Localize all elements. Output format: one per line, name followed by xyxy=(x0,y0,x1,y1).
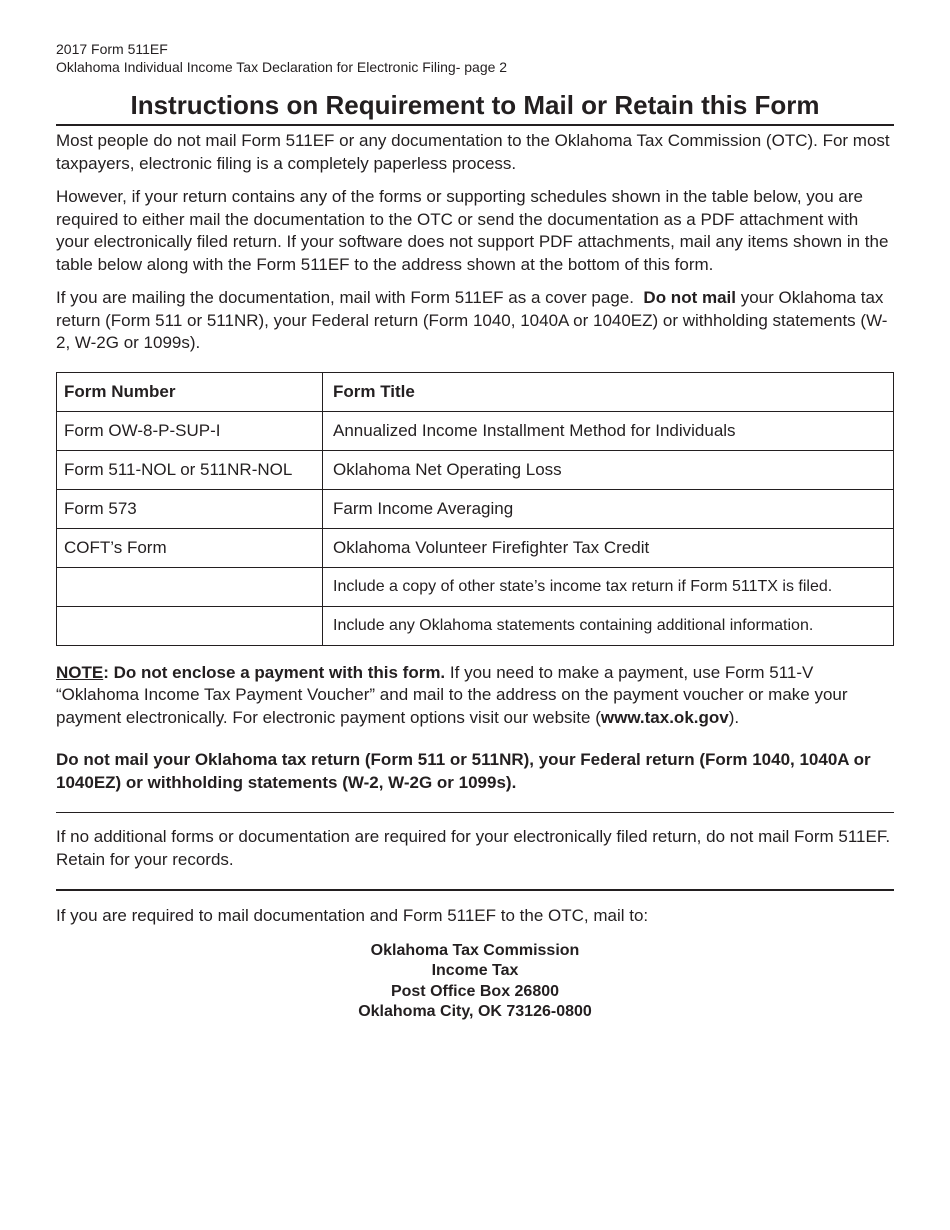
form-title-cell: Include a copy of other state’s income tax return if Form 511TX is filed. xyxy=(323,567,894,606)
table-row xyxy=(57,567,894,606)
form-subtitle: Oklahoma Individual Income Tax Declaration for Electronic Filing- page 2 xyxy=(56,59,508,75)
table-row xyxy=(57,528,894,567)
forms-table xyxy=(56,372,894,646)
cover-page-text: If you are mailing the documentation, mail with Form 511EF as a cover page. xyxy=(56,288,634,307)
address-line: Income Tax xyxy=(431,962,519,979)
do-not-mail-warning: Do not mail your Oklahoma tax return (Form 511 or 511NR), your Federal return (Form 1040, 1040A or 1040EZ) or withholding statements (W-2, W-2G or 1099s). xyxy=(56,750,871,792)
table-row xyxy=(57,606,894,645)
form-number-cell: Form 573 xyxy=(57,489,323,528)
note-text: If you need to make a payment, use Form 511-V “Oklahoma Income Tax Payment Voucher” and mail to the address on the payment voucher or make your payment electronically. For electronic payment options visit our website ( xyxy=(56,662,848,727)
mailing-address xyxy=(56,941,894,1023)
divider-thick xyxy=(56,889,894,891)
form-title-cell: Farm Income Averaging xyxy=(323,489,894,528)
address-line: Oklahoma City, OK 73126-0800 xyxy=(358,1003,592,1020)
address-line: Post Office Box 26800 xyxy=(390,982,560,1000)
form-number-cell xyxy=(57,606,323,645)
website-link[interactable]: www.tax.ok.gov xyxy=(600,707,729,727)
form-title-cell: Include any Oklahoma statements containing additional information. xyxy=(323,606,894,645)
form-number-cell: COFT’s Form xyxy=(57,528,323,567)
form-id: 2017 Form 511EF xyxy=(56,41,168,57)
instructions-body xyxy=(56,130,894,1023)
note-bold-text: : Do not enclose a payment with this form. xyxy=(103,662,446,682)
paragraph-cover-page xyxy=(56,287,894,355)
table-row xyxy=(57,450,894,489)
form-number-cell xyxy=(57,567,323,606)
table-header-row xyxy=(57,372,894,411)
page-title: Instructions on Requirement to Mail or Retain this Form xyxy=(56,88,894,126)
note-close: ). xyxy=(728,707,740,727)
form-title-cell: Oklahoma Volunteer Firefighter Tax Credit xyxy=(323,528,894,567)
table-row xyxy=(57,411,894,450)
form-number-cell: Form 511-NOL or 511NR-NOL xyxy=(57,450,323,489)
header-form-number: Form Number xyxy=(57,372,323,411)
mail-to-instructions: If you are required to mail documentation and Form 511EF to the OTC, mail to: xyxy=(56,906,649,925)
form-title-cell: Oklahoma Net Operating Loss xyxy=(323,450,894,489)
retain-instructions: If no additional forms or documentation are required for your electronically filed return, do not mail Form 511EF. Retain for your records. xyxy=(56,827,891,869)
cover-page-text-rest: your Oklahoma tax return (Form 511 or 511NR), your Federal return (Form 1040, 1040A or 1040EZ) or withholding statements (W-2, W-2G or 1099s). xyxy=(56,288,888,352)
do-not-mail-emphasis: Do not mail xyxy=(643,288,736,307)
divider xyxy=(56,812,894,813)
paragraph-requirements: However, if your return contains any of the forms or supporting schedules shown in the table below, you are required to either mail the documentation to the OTC or send the documentation as a PDF attachment with your electronically filed return. If your software does not support PDF attachments, mail any items shown in the table below along with the Form 511EF to the address shown at the bottom of this form. xyxy=(56,187,889,274)
form-number-cell: Form OW-8-P-SUP-I xyxy=(57,411,323,450)
paragraph-paperless: Most people do not mail Form 511EF or any documentation to the Oklahoma Tax Commission (OTC). For most taxpayers, electronic filing is a completely paperless process. xyxy=(56,131,890,173)
address-line: Oklahoma Tax Commission xyxy=(370,941,580,959)
header-form-title: Form Title xyxy=(323,372,894,411)
note-label: NOTE xyxy=(56,662,104,682)
page-header xyxy=(56,40,507,76)
title-block xyxy=(56,88,894,126)
payment-note xyxy=(56,662,894,730)
table-row xyxy=(57,489,894,528)
form-title-cell: Annualized Income Installment Method for Individuals xyxy=(323,411,894,450)
